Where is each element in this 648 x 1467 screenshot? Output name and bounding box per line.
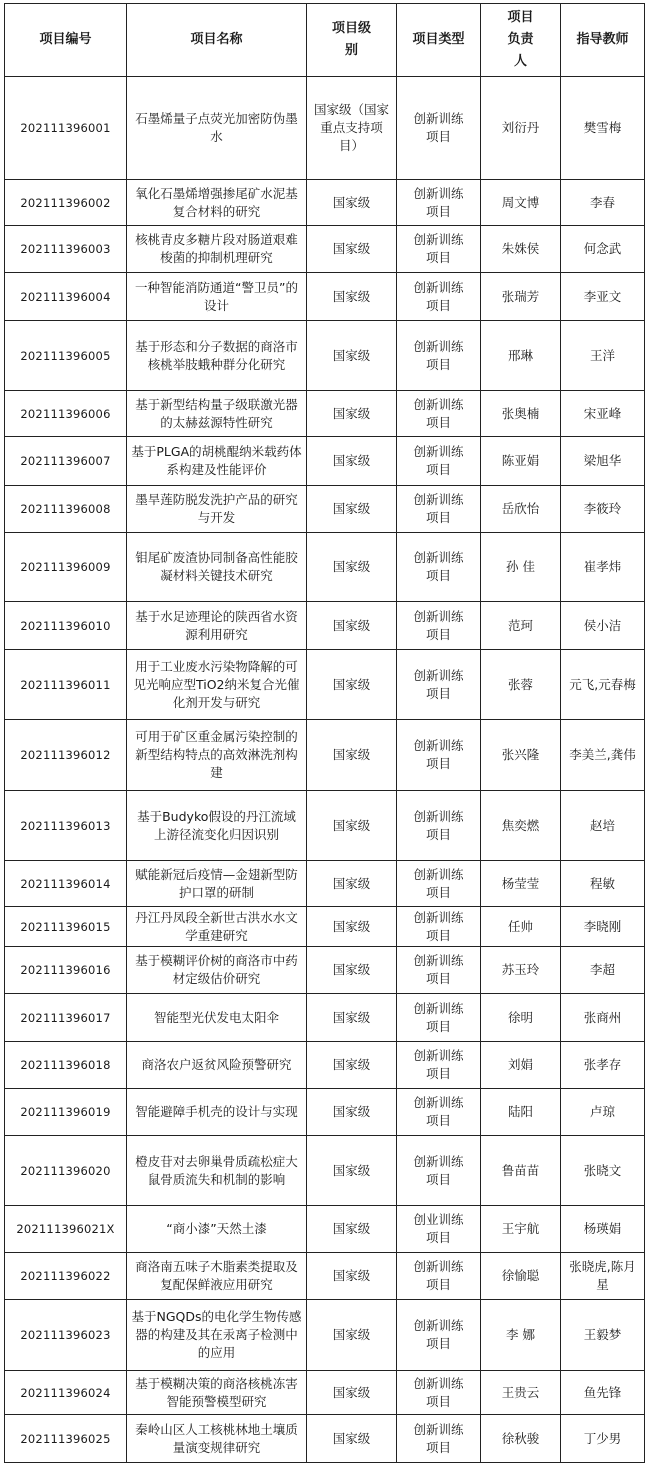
cell-project-leader: 王贵云 xyxy=(481,1371,561,1415)
cell-advisor: 梁旭华 xyxy=(561,437,645,486)
cell-project-name: 钼尾矿废渣协同制备高性能胶 凝材料关键技术研究 xyxy=(127,533,307,602)
header-project-id: 项目编号 xyxy=(5,4,127,77)
cell-project-type: 创新训练项目 xyxy=(397,1089,481,1136)
table-row xyxy=(5,602,645,650)
cell-project-type: 创新训练项目 xyxy=(397,321,481,391)
table-row xyxy=(5,1206,645,1253)
cell-advisor: 王洋 xyxy=(561,321,645,391)
cell-project-type: 创新训练项目 xyxy=(397,861,481,907)
cell-advisor: 张孝存 xyxy=(561,1042,645,1089)
cell-project-name: 墨旱莲防脱发洗护产品的研究与开发 xyxy=(127,486,307,533)
cell-project-id: 202111396022 xyxy=(5,1253,127,1300)
table-row xyxy=(5,437,645,486)
cell-project-id: 202111396025 xyxy=(5,1415,127,1463)
table-row xyxy=(5,720,645,791)
cell-project-level: 国家级 xyxy=(307,1300,397,1371)
cell-project-leader: 焦奕燃 xyxy=(481,791,561,861)
cell-project-name: 核桃青皮多糖片段对肠道艰难梭菌的抑制机理研究 xyxy=(127,226,307,273)
cell-project-level: 国家级 xyxy=(307,321,397,391)
cell-project-level: 国家级 xyxy=(307,273,397,321)
cell-advisor: 李亚文 xyxy=(561,273,645,321)
cell-project-level: 国家级 xyxy=(307,486,397,533)
cell-project-name: 基于模糊决策的商洛核桃冻害智能预警模型研究 xyxy=(127,1371,307,1415)
cell-project-leader: 鲁苗苗 xyxy=(481,1136,561,1206)
cell-advisor: 李晓刚 xyxy=(561,907,645,947)
cell-project-type: 创新训练项目 xyxy=(397,77,481,180)
cell-project-level: 国家级 xyxy=(307,226,397,273)
table-row xyxy=(5,486,645,533)
cell-project-type: 创新训练项目 xyxy=(397,947,481,994)
cell-project-leader: 陈亚娟 xyxy=(481,437,561,486)
cell-project-name: 基于新型结构量子级联激光器的太赫兹源特性研究 xyxy=(127,391,307,437)
cell-project-id: 202111396015 xyxy=(5,907,127,947)
cell-project-id: 202111396014 xyxy=(5,861,127,907)
cell-project-id: 202111396019 xyxy=(5,1089,127,1136)
cell-project-id: 202111396006 xyxy=(5,391,127,437)
cell-project-level: 国家级 xyxy=(307,391,397,437)
table-row xyxy=(5,1300,645,1371)
cell-advisor: 王毅梦 xyxy=(561,1300,645,1371)
cell-project-id: 202111396009 xyxy=(5,533,127,602)
cell-project-name: 一种智能消防通道“警卫员”的设计 xyxy=(127,273,307,321)
cell-advisor: 赵培 xyxy=(561,791,645,861)
cell-project-type: 创新训练项目 xyxy=(397,1136,481,1206)
cell-advisor: 丁少男 xyxy=(561,1415,645,1463)
cell-project-name: 橙皮苷对去卵巢骨质疏松症大鼠骨质流失和机制的影响 xyxy=(127,1136,307,1206)
cell-project-name: 赋能新冠后疫情—金翅新型防护口罩的研制 xyxy=(127,861,307,907)
cell-project-id: 202111396005 xyxy=(5,321,127,391)
cell-project-level: 国家级 xyxy=(307,861,397,907)
cell-project-id: 202111396007 xyxy=(5,437,127,486)
cell-project-leader: 徐秋骏 xyxy=(481,1415,561,1463)
cell-advisor: 崔孝炜 xyxy=(561,533,645,602)
cell-project-name: 商洛南五味子木脂素类提取及复配保鲜液应用研究 xyxy=(127,1253,307,1300)
cell-project-type: 创新训练项目 xyxy=(397,791,481,861)
cell-advisor: 樊雪梅 xyxy=(561,77,645,180)
table-row xyxy=(5,180,645,226)
cell-project-level: 国家级 xyxy=(307,720,397,791)
cell-project-name: 秦岭山区人工核桃林地土壤质量演变规律研究 xyxy=(127,1415,307,1463)
cell-project-leader: 刘娟 xyxy=(481,1042,561,1089)
cell-project-leader: 张兴隆 xyxy=(481,720,561,791)
cell-project-level: 国家级 xyxy=(307,1136,397,1206)
cell-advisor: 卢琼 xyxy=(561,1089,645,1136)
cell-project-leader: 朱姝侯 xyxy=(481,226,561,273)
cell-project-level: 国家级 xyxy=(307,602,397,650)
header-advisor: 指导教师 xyxy=(561,4,645,77)
cell-project-id: 202111396008 xyxy=(5,486,127,533)
cell-project-id: 202111396016 xyxy=(5,947,127,994)
cell-advisor: 鱼先锋 xyxy=(561,1371,645,1415)
table-row xyxy=(5,650,645,720)
cell-project-name: 基于模糊评价树的商洛市中药材定级估价研究 xyxy=(127,947,307,994)
cell-project-id: 202111396002 xyxy=(5,180,127,226)
cell-project-id: 202111396012 xyxy=(5,720,127,791)
table-row xyxy=(5,1253,645,1300)
table-row xyxy=(5,907,645,947)
cell-project-type: 创业训练项目 xyxy=(397,1206,481,1253)
header-project-level: 项目级别 xyxy=(307,4,397,77)
cell-project-name: 智能避障手机壳的设计与实现 xyxy=(127,1089,307,1136)
header-project-name: 项目名称 xyxy=(127,4,307,77)
table-row xyxy=(5,226,645,273)
header-project-leader: 项目负责人 xyxy=(481,4,561,77)
table-row xyxy=(5,273,645,321)
cell-project-type: 创新训练项目 xyxy=(397,1253,481,1300)
table-row xyxy=(5,391,645,437)
cell-project-leader: 徐明 xyxy=(481,994,561,1042)
cell-project-id: 202111396018 xyxy=(5,1042,127,1089)
cell-project-leader: 张瑞芳 xyxy=(481,273,561,321)
cell-project-level: 国家级 xyxy=(307,650,397,720)
cell-project-id: 202111396013 xyxy=(5,791,127,861)
cell-project-level: 国家级 xyxy=(307,1089,397,1136)
cell-project-type: 创新训练项目 xyxy=(397,650,481,720)
table-row xyxy=(5,1415,645,1463)
cell-project-name: 基于NGQDs的电化学生物传感器的构建及其在汞离子检测中的应用 xyxy=(127,1300,307,1371)
table-row xyxy=(5,321,645,391)
cell-project-type: 创新训练项目 xyxy=(397,720,481,791)
cell-project-leader: 王宇航 xyxy=(481,1206,561,1253)
cell-project-leader: 刘衍丹 xyxy=(481,77,561,180)
cell-project-type: 创新训练项目 xyxy=(397,180,481,226)
cell-project-name: 基于形态和分子数据的商洛市核桃举肢蛾种群分化研究 xyxy=(127,321,307,391)
table-row xyxy=(5,77,645,180)
cell-project-leader: 邢琳 xyxy=(481,321,561,391)
table-row xyxy=(5,861,645,907)
cell-advisor: 张晓虎,陈月星 xyxy=(561,1253,645,1300)
cell-project-leader: 杨莹莹 xyxy=(481,861,561,907)
cell-project-leader: 苏玉玲 xyxy=(481,947,561,994)
cell-advisor: 李筱玲 xyxy=(561,486,645,533)
cell-project-id: 202111396021X xyxy=(5,1206,127,1253)
cell-project-type: 创新训练项目 xyxy=(397,1415,481,1463)
cell-project-name: 基于水足迹理论的陕西省水资源利用研究 xyxy=(127,602,307,650)
cell-advisor: 张商州 xyxy=(561,994,645,1042)
cell-project-type: 创新训练项目 xyxy=(397,437,481,486)
cell-project-leader: 孙 佳 xyxy=(481,533,561,602)
cell-project-id: 202111396011 xyxy=(5,650,127,720)
cell-advisor: 何念武 xyxy=(561,226,645,273)
table-row xyxy=(5,1089,645,1136)
cell-project-id: 202111396004 xyxy=(5,273,127,321)
cell-advisor: 杨瑛娟 xyxy=(561,1206,645,1253)
cell-project-id: 202111396001 xyxy=(5,77,127,180)
table-row xyxy=(5,791,645,861)
cell-project-type: 创新训练项目 xyxy=(397,1371,481,1415)
cell-project-name: 丹江丹凤段全新世古洪水水文学重建研究 xyxy=(127,907,307,947)
cell-project-leader: 徐愉聪 xyxy=(481,1253,561,1300)
cell-project-name: 商洛农户返贫风险预警研究 xyxy=(127,1042,307,1089)
cell-advisor: 宋亚峰 xyxy=(561,391,645,437)
cell-project-name: 智能型光伏发电太阳伞 xyxy=(127,994,307,1042)
cell-project-name: 石墨烯量子点荧光加密防伪墨水 xyxy=(127,77,307,180)
cell-project-leader: 李 娜 xyxy=(481,1300,561,1371)
cell-project-id: 202111396003 xyxy=(5,226,127,273)
cell-project-id: 202111396010 xyxy=(5,602,127,650)
cell-project-type: 创新训练项目 xyxy=(397,1042,481,1089)
cell-project-name: 可用于矿区重金属污染控制的新型结构特点的高效淋洗剂构建 xyxy=(127,720,307,791)
cell-advisor: 李超 xyxy=(561,947,645,994)
cell-project-id: 202111396017 xyxy=(5,994,127,1042)
cell-advisor: 李春 xyxy=(561,180,645,226)
project-table xyxy=(4,3,645,1463)
cell-project-type: 创新训练项目 xyxy=(397,391,481,437)
cell-project-type: 创新训练项目 xyxy=(397,907,481,947)
table-header-row xyxy=(5,4,645,77)
cell-project-id: 202111396024 xyxy=(5,1371,127,1415)
cell-project-name: “商小漆”天然土漆 xyxy=(127,1206,307,1253)
cell-advisor: 侯小洁 xyxy=(561,602,645,650)
cell-advisor: 程敏 xyxy=(561,861,645,907)
table-row xyxy=(5,994,645,1042)
cell-project-leader: 任帅 xyxy=(481,907,561,947)
cell-project-name: 氧化石墨烯增强掺尾矿水泥基复合材料的研究 xyxy=(127,180,307,226)
cell-project-type: 创新训练项目 xyxy=(397,226,481,273)
table-row xyxy=(5,533,645,602)
table-row xyxy=(5,1371,645,1415)
cell-project-level: 国家级 xyxy=(307,791,397,861)
cell-project-type: 创新训练项目 xyxy=(397,533,481,602)
cell-project-level: 国家级（国家重点支持项目） xyxy=(307,77,397,180)
cell-project-name: 用于工业废水污染物降解的可见光响应型TiO2纳米复合光催化剂开发与研究 xyxy=(127,650,307,720)
cell-project-level: 国家级 xyxy=(307,180,397,226)
cell-project-leader: 周文博 xyxy=(481,180,561,226)
cell-project-level: 国家级 xyxy=(307,1371,397,1415)
cell-project-leader: 张蓉 xyxy=(481,650,561,720)
cell-project-id: 202111396023 xyxy=(5,1300,127,1371)
table-row xyxy=(5,1042,645,1089)
cell-project-leader: 岳欣怡 xyxy=(481,486,561,533)
cell-project-level: 国家级 xyxy=(307,947,397,994)
cell-project-name: 基于Budyko假设的丹江流域上游径流变化归因识别 xyxy=(127,791,307,861)
cell-project-type: 创新训练项目 xyxy=(397,602,481,650)
cell-project-level: 国家级 xyxy=(307,533,397,602)
cell-project-level: 国家级 xyxy=(307,1042,397,1089)
cell-project-leader: 陆阳 xyxy=(481,1089,561,1136)
table-row xyxy=(5,947,645,994)
cell-project-type: 创新训练项目 xyxy=(397,994,481,1042)
cell-project-level: 国家级 xyxy=(307,907,397,947)
table-row xyxy=(5,1136,645,1206)
cell-advisor: 张晓文 xyxy=(561,1136,645,1206)
cell-project-leader: 张奥楠 xyxy=(481,391,561,437)
cell-project-level: 国家级 xyxy=(307,1206,397,1253)
cell-project-leader: 范珂 xyxy=(481,602,561,650)
cell-project-name: 基于PLGA的胡桃醌纳米载药体系构建及性能评价 xyxy=(127,437,307,486)
cell-project-type: 创新训练项目 xyxy=(397,486,481,533)
cell-project-level: 国家级 xyxy=(307,1253,397,1300)
cell-advisor: 李美兰,龚伟 xyxy=(561,720,645,791)
cell-project-type: 创新训练项目 xyxy=(397,1300,481,1371)
cell-advisor: 元飞,元春梅 xyxy=(561,650,645,720)
cell-project-type: 创新训练项目 xyxy=(397,273,481,321)
cell-project-level: 国家级 xyxy=(307,437,397,486)
cell-project-id: 202111396020 xyxy=(5,1136,127,1206)
cell-project-level: 国家级 xyxy=(307,994,397,1042)
header-project-type: 项目类型 xyxy=(397,4,481,77)
cell-project-level: 国家级 xyxy=(307,1415,397,1463)
